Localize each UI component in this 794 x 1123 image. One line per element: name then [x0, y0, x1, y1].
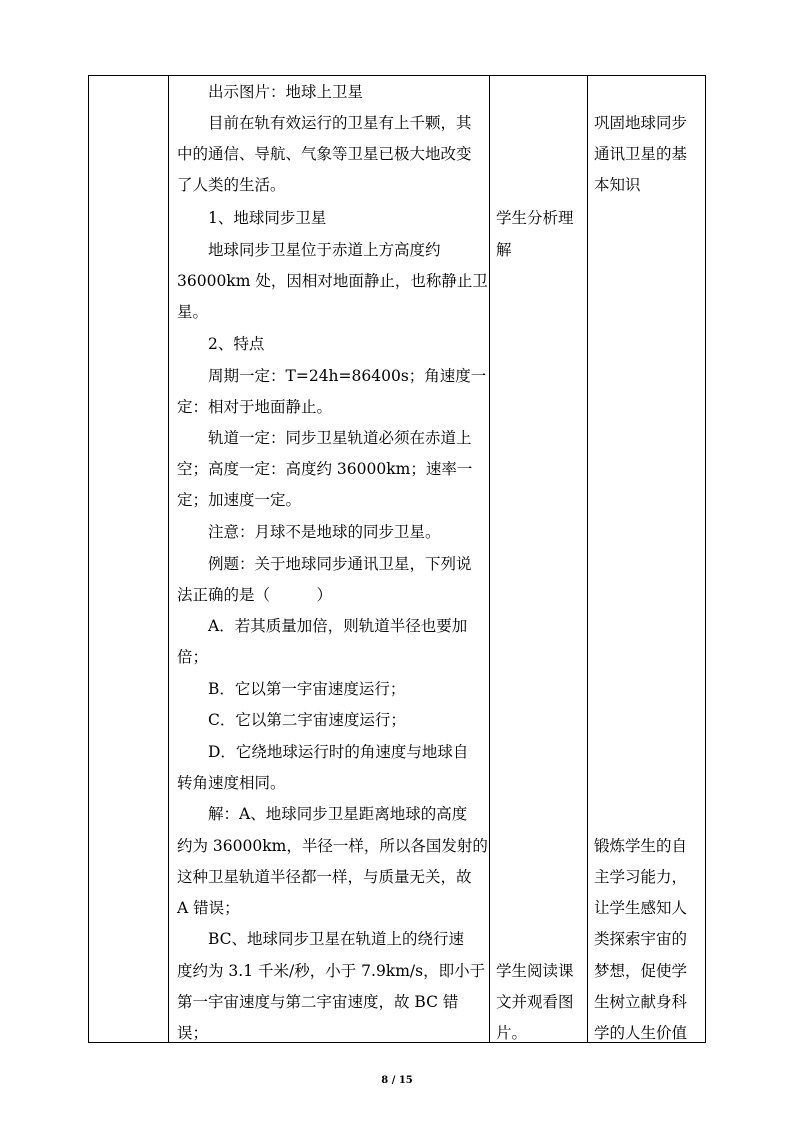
content-line: C．它以第二宇宙速度运行； — [177, 711, 406, 729]
content-line: 星。 — [177, 303, 209, 321]
content-line: 度约为 3.1 千米/秒，小于 7.9km/s，即小于 — [177, 962, 486, 980]
intent-line: 类探索宇宙的 — [594, 930, 688, 948]
intent-line: 生树立献身科 — [594, 993, 688, 1011]
content-line: 空；高度一定：高度约 36000km；速率一 — [177, 460, 473, 478]
content-line: 中的通信、导航、气象等卫星已极大地改变 — [177, 145, 472, 163]
activity-line: 文并观看图 — [496, 993, 574, 1011]
content-line: 2、特点 — [177, 335, 265, 353]
intent-line: 让学生感知人 — [594, 899, 688, 917]
intent-line: 通讯卫星的基 — [594, 145, 688, 163]
content-line: 轨道一定：同步卫星轨道必须在赤道上 — [177, 429, 472, 447]
content-line: 第一宇宙速度与第二宇宙速度，故 BC 错 — [177, 993, 459, 1011]
content-line: 例题：关于地球同步通讯卫星，下列说 — [177, 555, 472, 573]
activity-line: 学生分析理 — [496, 209, 574, 227]
content-line: 法正确的是（ ） — [177, 586, 333, 604]
intent-line: 梦想，促使学 — [594, 962, 688, 980]
content-line: 定；加速度一定。 — [177, 491, 302, 509]
content-line: D．它绕地球运行时的角速度与地球自 — [177, 743, 469, 761]
design-intent-cell — [587, 76, 706, 1042]
intent-line: 巩固地球同步 — [594, 114, 688, 132]
content-line: 地球同步卫星位于赤道上方高度约 — [177, 241, 441, 259]
content-line: A 错误； — [177, 899, 240, 917]
content-line: B．它以第一宇宙速度运行； — [177, 680, 406, 698]
content-line: 解：A、地球同步卫星距离地球的高度 — [177, 805, 468, 823]
content-line: 误； — [177, 1024, 209, 1042]
activity-line: 片。 — [496, 1024, 528, 1042]
content-line: 出示图片：地球上卫星 — [177, 83, 364, 101]
lesson-plan-table — [88, 75, 706, 1043]
content-line: 定：相对于地面静止。 — [177, 398, 333, 416]
student-activity-cell — [489, 76, 587, 1042]
content-line: 转角速度相同。 — [177, 774, 286, 792]
content-line: BC、地球同步卫星在轨道上的绕行速 — [177, 930, 465, 948]
intent-line: 锻炼学生的自 — [594, 837, 688, 855]
content-line: 目前在轨有效运行的卫星有上千颗，其 — [177, 114, 472, 132]
content-line: 这种卫星轨道半径都一样，与质量无关，故 — [177, 868, 472, 886]
content-line: 注意：月球不是地球的同步卫星。 — [177, 523, 441, 541]
content-line: A．若其质量加倍，则轨道半径也要加 — [177, 617, 468, 635]
intent-line: 学的人生价值 — [594, 1024, 688, 1042]
content-line: 倍； — [177, 648, 209, 666]
page-number: 8 / 15 — [381, 1075, 413, 1086]
activity-line: 解 — [496, 241, 512, 259]
content-line: 周期一定：T=24h=86400s；角速度一 — [177, 367, 487, 385]
content-line: 约为 36000km，半径一样，所以各国发射的 — [177, 837, 488, 855]
intent-line: 主学习能力， — [594, 868, 688, 886]
content-line: 1、地球同步卫星 — [177, 209, 327, 227]
intent-line: 本知识 — [594, 176, 641, 194]
content-line: 了人类的生活。 — [177, 176, 286, 194]
teaching-content-cell — [168, 76, 489, 1042]
content-line: 36000km 处，因相对地面静止，也称静止卫 — [177, 272, 488, 290]
activity-line: 学生阅读课 — [496, 962, 574, 980]
empty-first-column — [89, 76, 168, 1042]
